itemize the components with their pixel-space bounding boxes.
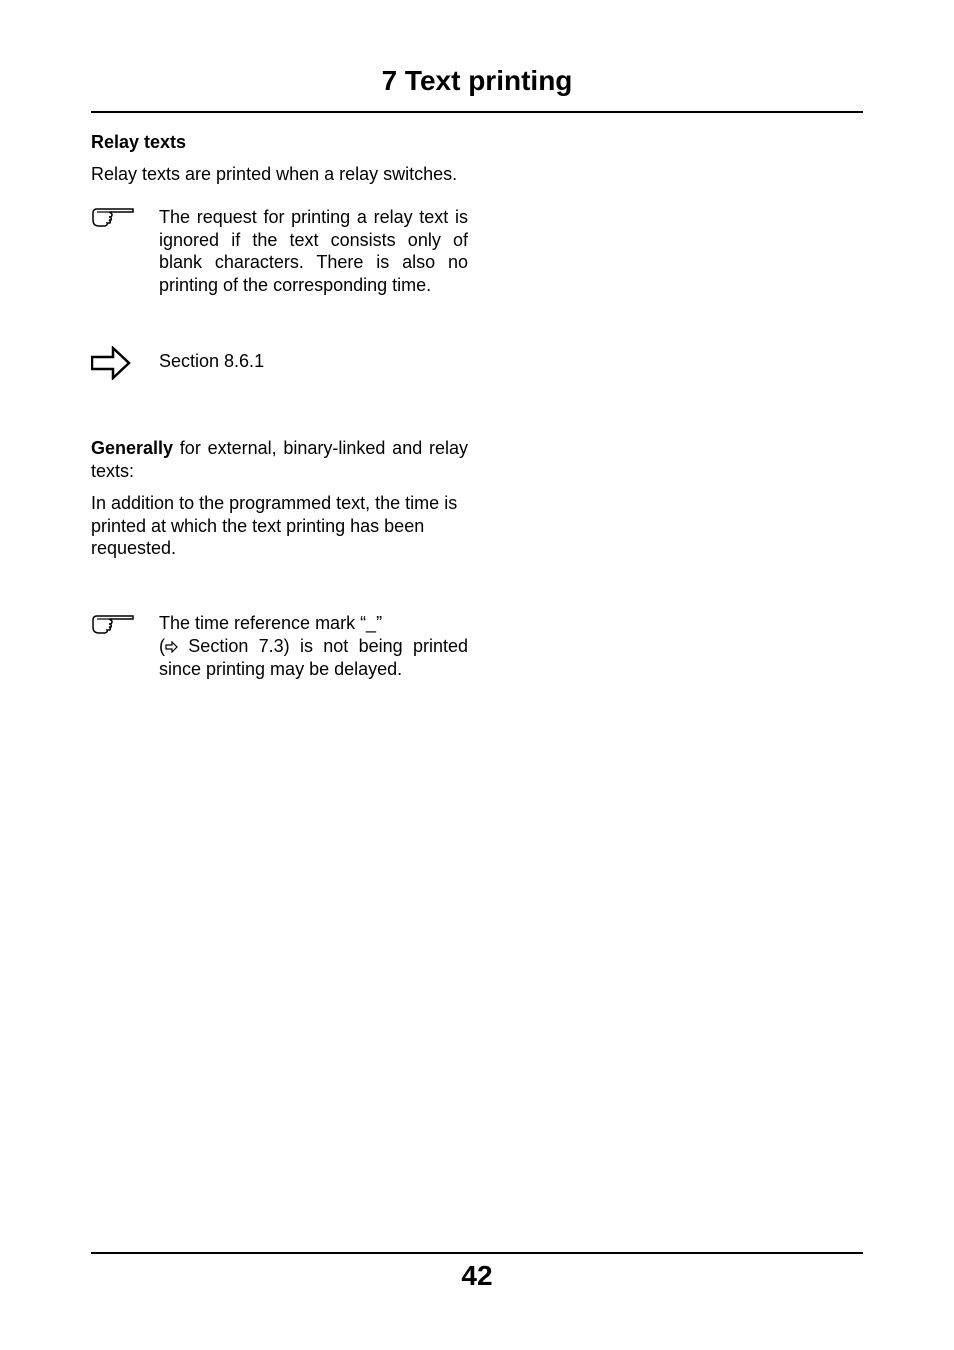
time-reference-note-body — [159, 635, 468, 681]
relay-intro-text: Relay texts are printed when a relay switches. — [91, 164, 458, 184]
general-lead-rest: for external, binary-linked and relay texts: — [91, 438, 468, 481]
footer-rule — [91, 1252, 863, 1254]
paren-open: ( — [159, 635, 165, 656]
header-rule — [91, 111, 863, 113]
page-title: 7 Text printing — [381, 65, 573, 96]
general-lead-paragraph — [91, 437, 468, 482]
time-reference-note — [159, 612, 468, 681]
reference-arrow-icon — [91, 346, 131, 385]
page-number: 42 — [461, 1260, 493, 1291]
pointing-hand-icon — [91, 205, 135, 232]
section-heading-relay-texts: Relay texts — [91, 132, 187, 152]
general-lead-bold: Generally — [91, 438, 174, 458]
general-body-text: In addition to the programmed text, the time is printed at which the text printing has been requested. — [91, 493, 458, 558]
small-reference-arrow-icon — [165, 636, 178, 659]
time-reference-note-line1: The time reference mark “_” — [159, 613, 383, 633]
pointing-hand-icon — [91, 612, 135, 639]
section-7-3-reference[interactable]: Section 7.3) is not being printed since printing may be delayed. — [159, 635, 468, 679]
section-reference-link[interactable]: Section 8.6.1 — [159, 351, 265, 371]
relay-note-text: The request for printing a relay text is ignored if the text consists only of blank characters. There is also no printing of the corresponding time. — [159, 207, 468, 295]
